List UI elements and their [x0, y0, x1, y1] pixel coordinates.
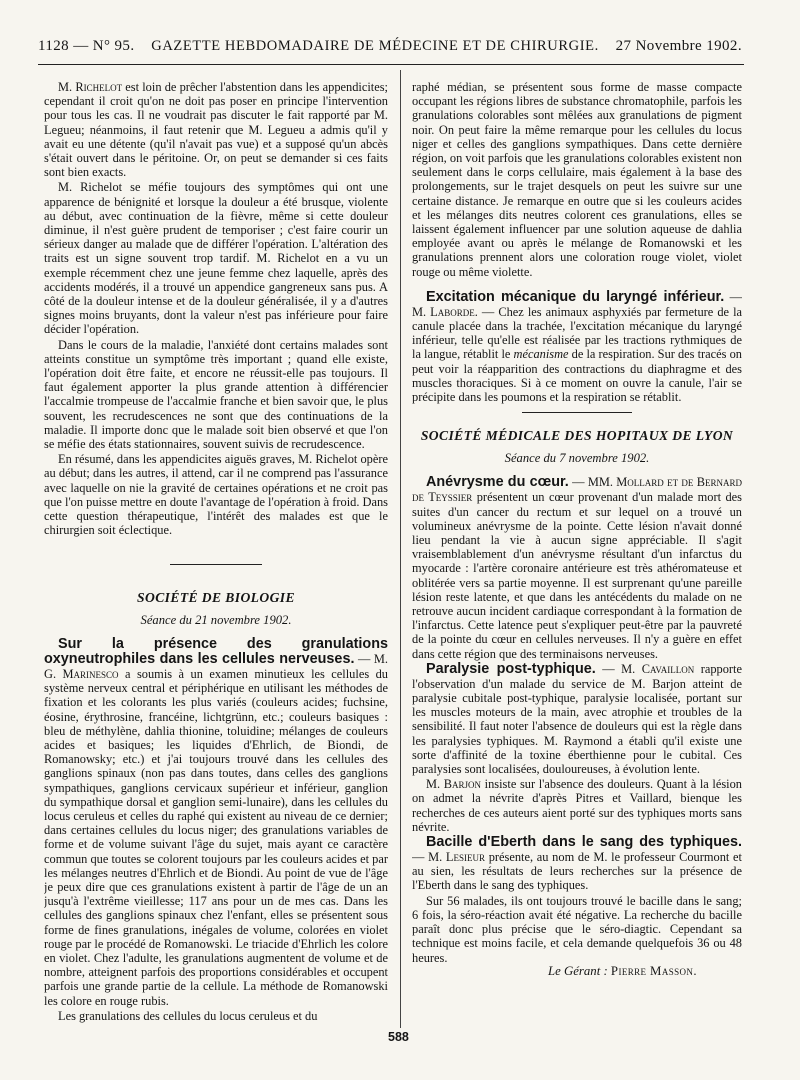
paragraph: Sur 56 malades, ils ont toujours trouvé le bacille dans le sang; 6 fois, la séro-réaction avait été négative. La recherche du bacille paraît donc plus précise que le séro-diagtic. Cependant sa technique est moins facile, et cela demande quelquefois 36 ou 48 heures. [412, 893, 742, 965]
author-name: Mollard et de Bernard de Teyssier [412, 475, 742, 505]
author-name: Marinesco [62, 666, 119, 681]
article-text: rapporte l'observation d'un malade du service de M. Barjon atteint de paralysie cubitale post-typhique, paralysie localisée, portant sur les muscles moteurs de la main, avec atrophie et troubles de la sensibilité. Il faut noter l'absence de douleurs qui est la règle dans les paralysies typhiques. M. Raymond a établi qu'il existe une sorte d'affinité de la toxine éberthienne pour le cubital. Ces paralysies sont localisées, douloureuses, à évolution lente. [412, 661, 742, 777]
author-prefix: — M. [412, 289, 742, 319]
author-prefix: — MM. [568, 475, 617, 490]
society-heading: SOCIÉTÉ MÉDICALE DES HOPITAUX DE LYON [420, 428, 734, 443]
gerant-label: Le Gérant : [548, 964, 611, 978]
article-title: Anévrysme du cœur. [426, 474, 569, 491]
paragraph: En résumé, dans les appendicites aiguës graves, M. Richelot opère au début; dans les autres, il attend, car il ne comprend pas l'assurance avec laquelle on nie la gravité de certaines opérations et ne croit pas que l'on puisse mettre en doute l'avantage de l'opération à froid. Dans cette question thérapeutique, l'intérêt des malades est que le chirurgien soit éclectique. [44, 452, 388, 538]
paragraph-text: est loin de prêcher l'abstention dans les appendicites; cependant il croit qu'on ne doit pas poser en principe l'intervention pour tous les cas. Il ne voudrait pas discuter le fait rapporté par M. Legueu; néanmoins, il faut retenir que M. Legueu a admis qu'il y avait eu une détente (qu'il n'avait pas vue) et a supposé qu'un abcès s'était ouvert dans le péritoine. Or, on peut se demander si ces faits sont bien exacts. [44, 80, 388, 180]
left-column [44, 80, 388, 1028]
paragraph: Les granulations des cellules du locus ceruleus et du [58, 1008, 318, 1023]
article-title: Excitation mécanique du laryngé inférieur. [426, 288, 725, 305]
society-heading: SOCIÉTÉ DE BIOLOGIE [137, 589, 295, 605]
paragraph: raphé médian, se présentent sous forme de masse compacte occupant les régions libres de substance chromatophile, parfois les granulations colorables sont mêlées aux granulations de pigment noir. On peut faire la même remarque pour les cellules du locus niger et celles des ganglions sympathiques. Dans cette dernière région, on voit parfois que les granulations colorables existent non seulement dans le corps cellulaire, mais également à la base des prolongements, sur le trajet desquels on peut les suivre sur une certaine distance. Je remarque en outre que si les couleurs acides et les mélanges dits neutres colorent ces granulations, elles se laissent également influencer par une solution aqueuse de dahlia employée avant ou après le mélange de Romanowski et les granulations prennent alors une coloration rouge violet, violet rouge ou même violette. [412, 80, 742, 279]
article-text: de la respiration. Sur des tracés on peut voir la réapparition des contractions du diaphragme et des muscles thoraciques. Si à ce moment on ouvre la canule, l'air se précipite dans les poumons et la respiration se rétablit. [412, 347, 742, 405]
paragraph: M. Richelot se méfie toujours des symptômes qui ont une apparence de bénignité et lorsque la douleur a été brusque, violente au début, avec continuation de la fièvre, même si cette douleur diminue, il n'est guère prudent de temporiser ; c'est faire courir un sérieux danger au malade que de différer l'opération. L'altération des traits est un signe souvent trop tardif. M. Richelot en a vu un exemple récemment chez une jeune femme chez laquelle, après des accidents modérés, il a trouvé un appendice gangreneux sans pus. A côté de la douleur intense et de la douleur généralisée, il y a d'autres signes moins bruyants, dont la valeur n'est pas inférieure pour faire décider l'opération. [44, 180, 388, 337]
article [412, 290, 742, 404]
paragraph [44, 80, 388, 179]
author-prefix: — M. [412, 850, 446, 865]
article [412, 662, 742, 776]
session-date: Séance du 21 novembre 1902. [140, 612, 292, 627]
article-title: Sur la présence des granulations oxyneutrophiles dans les cellules nerveuses. [44, 635, 388, 667]
article-text: présentent un cœur provenant d'un malade mort des suites d'un cancer du rectum et sur lequel on a trouvé un volumineux anévrysme de la pointe. Cette lésion n'avait donné lieu pendant la vie à aucun signe appréciable. Il s'agit vraisemblablement d'un anévrysme résultant d'un infarctus du myocarde : l'artère coronaire antérieure est très athéromateuse et oblitérée vers sa partie moyenne. Il est surprenant qu'une pareille lésion reste latente, et que dans les antécédents du malade on ne retrouve aucun incident cardiaque correspondant à la formation de l'infarctus. Cette latence peut s'expliquer peut-être par la pauvreté de la pointe du cœur en cellules nerveuses. Il n'y a guère en effet dans cette région que des terminaisons nerveuses. [412, 490, 742, 661]
article-text: a soumis à un examen minutieux les cellules du système nerveux central et périphérique en utilisant les méthodes de fixation et les colorants les plus variés (couleurs acides; fuchsine, éosine, érythrosine, francéine, lichtgrünn, etc.; couleurs basiques : bleu de méthylène, dahlia thionine, toluidine; mélanges de couleurs acides et basiques; les liquides d'Ehrlich, de Biondi, de Romanowsky; etc.) et j'ai toujours trouvé dans les cellules des ganglions spinaux (non pas dans toutes, dans celles des ganglions sympathiques, ganglions cervicaux supérieur et inférieur, ganglion du sympathique dorsal et ganglion semi-lunaire), dans les cellules du locus ceruleus et celles du raphé qui existent au niveau de ce dernier; dans certaines cellules du locus niger; des granulations variables de forme et de volume suivant l'âge du sujet, mais ayant ce caractère commun que toutes se colorent toujours par les couleurs acides et par les mélanges neutres d'Ehrlich et de Biondi. Au point de vue de l'âge je peux dire que ces granulations existent à partir de l'âge de un an jusqu'à l'extrême vieillesse; 117 ans pour un de mes cas. Dans les cellules des ganglions spinaux chez l'enfant, elles se présentent sous forme de fines granulations, inégales de volume, colorées en violet rouge par le procédé de Romanowski. Le triacide d'Ehrlich les colore en violet. Chez l'adulte, les granulations augmentent de volume et de nombre, atteignent parfois des proportions considérables et occupent parfois une grande partie de la cellule. La méthode de Romanowski les colore en rouge rubis. [44, 666, 388, 1008]
header-rule [38, 64, 744, 65]
issue-date: 27 Novembre 1902. [615, 38, 742, 54]
author-prefix: — M. [595, 661, 642, 676]
column-divider [400, 70, 401, 1028]
author-name: Lesieur [445, 850, 485, 865]
emphasis: mécanisme [513, 347, 569, 362]
article [412, 475, 742, 660]
article-title: Paralysie post-typhique. [426, 660, 596, 677]
paragraph-text: insiste sur l'absence des douleurs. Quant à la lésion on admet la névrite d'après Pitres et Vaillard, bienque les recherches de ces auteurs aient porté sur des typhiques morts sans névrite. [412, 777, 742, 834]
author-name: Laborde [430, 304, 475, 319]
page-number: 588 [388, 1030, 409, 1044]
gerant-name: Pierre Masson. [610, 964, 697, 978]
article-title: Bacille d'Eberth dans le sang des typhiques. [426, 834, 742, 851]
right-column-lower [412, 412, 742, 1028]
article-text: . — Chez les animaux asphyxiés par fermeture de la canule placée dans la trachée, l'excitation mécanique du laryngé inférieur, telle qu'elle est réalisée par les tractions rythmiques de la langue, rétablit le [412, 304, 742, 362]
running-header [38, 38, 742, 62]
author-prefix: — M. G. [44, 651, 388, 681]
article-text: présente, au nom de M. le professeur Courmont et au sien, les résultats de leurs recherches sur la présence de l'Eberth dans le sang des typhiques. [412, 850, 742, 893]
session-date: Séance du 7 novembre 1902. [504, 451, 650, 466]
author-name: M. Barjon [426, 777, 482, 792]
article [412, 835, 742, 893]
paragraph [412, 777, 742, 834]
author-name: M. Richelot [58, 80, 123, 94]
section-divider [170, 564, 262, 565]
page-issue: 1128 — N° 95. [38, 38, 135, 54]
journal-title: GAZETTE HEBDOMADAIRE DE MÉDECINE ET DE CHIRURGIE. [151, 38, 599, 54]
article [44, 637, 388, 1008]
section-divider [522, 412, 632, 413]
paragraph: Dans le cours de la maladie, l'anxiété dont certains malades sont atteints constitue un symptôme très important ; quand elle existe, l'opération doit être faite, et encore ne réussit-elle pas toujours. Il faut également apporter la plus grande attention à différencier l'accalmie trompeuse de l'accalmie franche et bien savoir que, le plus souvent, les recrudescences ne sont que des continuations de la maladie. Il importe donc que le malade soit bien observé et que l'on se méfie des états stationnaires, souvent suivis de recrudescence. [44, 337, 388, 452]
author-name: Cavaillon [641, 661, 695, 676]
publisher-signature [548, 964, 697, 979]
